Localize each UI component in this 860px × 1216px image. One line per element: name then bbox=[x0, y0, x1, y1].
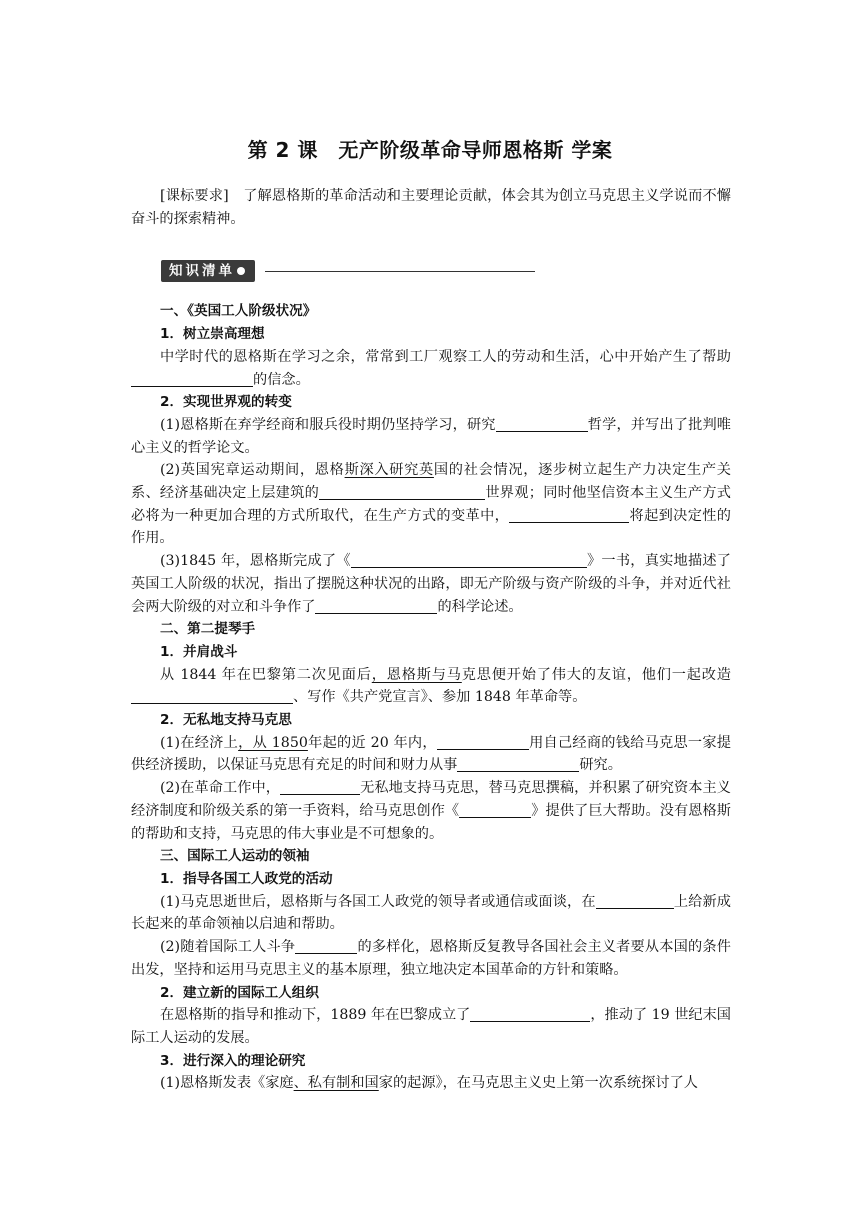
text: (1)恩格斯在弃学经商和服兵役时期仍坚持学习，研究 bbox=[160, 416, 496, 433]
fill-blank[interactable] bbox=[280, 778, 360, 795]
subsection-heading: 2．无私地支持马克思 bbox=[160, 712, 292, 729]
text: 的信念。 bbox=[253, 371, 310, 388]
requirement-label: [课标要求] bbox=[160, 188, 229, 204]
paragraph bbox=[131, 891, 731, 936]
text: 上给新成长起来的革命领袖以启迪和帮助。 bbox=[131, 893, 731, 933]
subsection-heading: 2．建立新的国际工人组织 bbox=[160, 984, 319, 1001]
knowledge-list-banner bbox=[161, 258, 731, 288]
text: 中学时代的恩格斯在学习之余，常常到工厂观察工人的劳动和生活，心中开始产生了帮助 bbox=[160, 348, 731, 365]
text: 无私地支持马克思，替马克思撰稿，并积累了研究资本主义经济制度和阶级关系的第一手资料，给马克思创作《 bbox=[131, 780, 731, 819]
banner-label: 知识清单 bbox=[169, 263, 235, 280]
subsection-heading: 1．树立崇高理想 bbox=[160, 326, 265, 343]
subsection-heading: 1．并肩战斗 bbox=[160, 643, 238, 660]
fill-blank[interactable] bbox=[315, 597, 437, 614]
bullet-dot-icon bbox=[237, 267, 245, 275]
subsection-heading: 2．实现世界观的转变 bbox=[160, 394, 292, 411]
fill-blank[interactable] bbox=[509, 506, 629, 523]
text: 的多样化，恩格斯反复教导各国社会主义者要从本国的条件出发，坚持和运用马克思主义的基本原理，独立地决定本国革命的方针和策略。 bbox=[131, 939, 731, 978]
section-heading: 一、《英国工人阶级状况》 bbox=[160, 303, 317, 320]
paragraph bbox=[131, 414, 731, 459]
paragraph bbox=[131, 936, 731, 981]
underlined-text: 、私有制和国 bbox=[293, 1075, 379, 1092]
subsection-heading: 1．指导各国工人政党的活动 bbox=[160, 870, 333, 887]
fill-blank[interactable] bbox=[131, 370, 253, 387]
text: 的科学论述。 bbox=[437, 598, 523, 615]
paragraph bbox=[131, 346, 731, 391]
underlined-text: ，恩格斯与马 bbox=[371, 666, 462, 683]
text: 在恩格斯的指导和推动下，1889 年在巴黎成立了 bbox=[160, 1007, 471, 1024]
text: 国的社会情况，逐步树立起生产力决定生产关系、经济基础决定上层建筑的 bbox=[131, 462, 731, 502]
fill-blank[interactable] bbox=[437, 733, 529, 750]
text: (3)1845 年，恩格斯完成了《 bbox=[160, 553, 351, 570]
fill-blank[interactable] bbox=[351, 551, 587, 568]
text: (1)马克思逝世后，恩格斯与各国工人政党的领导者或通信或面谈，在 bbox=[160, 893, 596, 910]
paragraph bbox=[131, 459, 731, 550]
requirement-text: 了解恩格斯的革命活动和主要理论贡献，体会其为创立马克思主义学说而不懈奋斗的探索精神。 bbox=[131, 188, 731, 227]
text: 研究。 bbox=[579, 757, 622, 774]
text: 》一书，真实地描述了英国工人阶级的状况，指出了摆脱这种状况的出路，即无产阶级与资产阶级的斗争，并对近代社会两大阶级的对立和斗争作了 bbox=[131, 553, 731, 615]
text: (2)随着国际工人斗争 bbox=[160, 939, 296, 956]
text: 用自己经商的钱给马克思一家提供经济援助，以保证马克思有充足的时间和财力从事 bbox=[131, 734, 731, 774]
underlined-text: ，从 1850 bbox=[238, 734, 308, 751]
paragraph bbox=[131, 1004, 731, 1049]
page-title: 第 2 课 无产阶级革命导师恩格斯 学案 bbox=[247, 138, 613, 162]
curriculum-requirement bbox=[131, 185, 731, 230]
fill-blank[interactable] bbox=[457, 755, 579, 772]
underlined-text: 斯深入研究英 bbox=[344, 462, 434, 479]
document-body bbox=[131, 185, 731, 1095]
text: (2)在革命工作中， bbox=[160, 780, 281, 797]
text: 克思便开始了伟大的友谊，他们一起改造 bbox=[461, 666, 731, 683]
paragraph bbox=[131, 1072, 731, 1095]
banner-label-box bbox=[161, 260, 255, 282]
text: 将起到决定性的作用。 bbox=[131, 507, 731, 547]
fill-blank[interactable] bbox=[470, 1005, 590, 1022]
fill-blank[interactable] bbox=[596, 892, 674, 909]
paragraph bbox=[131, 732, 731, 777]
paragraph bbox=[131, 777, 731, 845]
text: ，推动了 19 世纪末国际工人运动的发展。 bbox=[131, 1007, 731, 1046]
text: 哲学，并写出了批判唯心主义的哲学论文。 bbox=[131, 416, 731, 456]
subsection-heading: 3．进行深入的理论研究 bbox=[160, 1052, 306, 1069]
text: 、写作《共产党宣言》、参加 1848 年革命等。 bbox=[293, 689, 587, 706]
text: 家的起源》，在马克思主义史上第一次系统探讨了人 bbox=[378, 1075, 698, 1092]
text: 》提供了巨大帮助。没有恩格斯的帮助和支持，马克思的伟大事业是不可想象的。 bbox=[131, 802, 731, 842]
paragraph bbox=[131, 550, 731, 618]
fill-blank[interactable] bbox=[131, 687, 293, 704]
text: 世界观；同时他坚信资本主义生产方式必将为一种更加合理的方式所取代，在生产方式的变革中， bbox=[131, 485, 731, 524]
section-heading: 二、第二提琴手 bbox=[160, 621, 256, 638]
fill-blank[interactable] bbox=[496, 415, 588, 432]
paragraph bbox=[131, 664, 731, 709]
banner-divider bbox=[265, 271, 535, 272]
fill-blank[interactable] bbox=[295, 937, 357, 954]
fill-blank[interactable] bbox=[459, 801, 531, 818]
text: (2)英国宪章运动期间，恩格 bbox=[160, 462, 345, 479]
fill-blank[interactable] bbox=[319, 483, 485, 500]
text: (1)恩格斯发表《家庭 bbox=[160, 1075, 294, 1092]
text: 年起的近 20 年内， bbox=[307, 734, 437, 751]
text: (1)在经济上 bbox=[160, 734, 239, 751]
text: 从 1844 年在巴黎第二次见面后 bbox=[160, 666, 372, 683]
section-heading: 三、国际工人运动的领袖 bbox=[160, 848, 310, 865]
